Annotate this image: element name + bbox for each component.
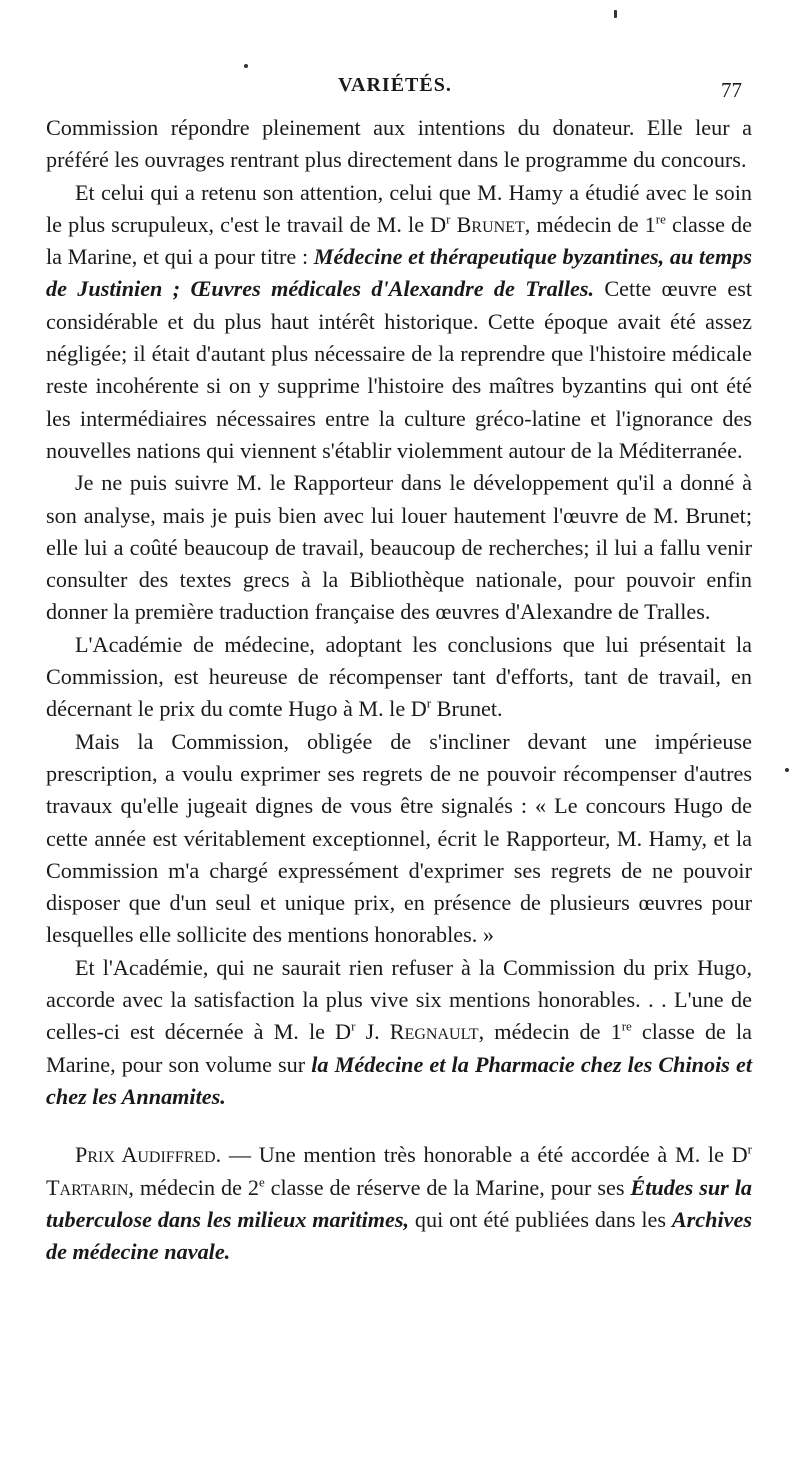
paragraph-text: , médecin de 2 <box>128 1174 259 1200</box>
paragraph-text: — Une mention très honorable a été accordée à M. le D <box>221 1142 748 1168</box>
work-title: Études sur la tuberculose dans les milieux maritimes, <box>46 1174 752 1232</box>
paragraph-text: classe de la Marine, pour son volume sur <box>46 1019 752 1077</box>
paragraph <box>46 952 752 1113</box>
author-name: Brunet <box>456 211 525 237</box>
page-header <box>0 74 800 108</box>
paragraph-text: L'Académie de médecine, adoptant les conclusions que lui présentait la Commission, est heureuse de récompenser tant d'efforts, tant de travail, en décernant le prix du comte Hugo à M. le D <box>46 631 752 722</box>
paragraph-text: qui ont été publiées dans les <box>409 1206 672 1232</box>
paragraph-text: Commission répondre pleinement aux intentions du donateur. Elle leur a préféré les ouvrages rentrant plus directement dans le programme du concours. <box>46 115 752 173</box>
paragraph <box>46 726 752 952</box>
work-title: la Médecine et la Pharmacie chez les Chinois et chez les Annamites. <box>46 1051 752 1109</box>
superscript: e <box>258 1174 265 1190</box>
paragraph-text: classe de la Marine, et qui a pour titre : <box>46 211 752 270</box>
print-speck <box>244 64 248 68</box>
paragraph-text: Et l'Académie, qui ne saurait rien refuser à la Commission du prix Hugo, accorde avec la satisfaction la plus vive six mentions honorables. . . L'une de celles-ci est décernée à M. le D <box>46 954 752 1045</box>
page-number: 77 <box>721 78 742 102</box>
running-title: VARIÉTÉS. <box>338 74 452 96</box>
print-speck <box>785 768 789 772</box>
superscript: r <box>446 211 451 227</box>
author-name: J. Regnault <box>365 1019 479 1045</box>
paragraph <box>46 467 752 628</box>
paragraph <box>46 112 752 177</box>
paragraph <box>46 629 752 726</box>
paragraph-text: , médecin de 1 <box>478 1019 622 1045</box>
work-title: Médecine et thérapeutique byzantines, au temps de Justinien ; Œuvres médicales d'Alexandre de Tralles. <box>46 244 753 302</box>
print-speck <box>614 10 617 18</box>
section-heading: Prix Audiffred. <box>75 1142 222 1168</box>
paragraph <box>46 1139 752 1268</box>
paragraph-text: Cette œuvre est considérable et du plus haut intérêt historique. Cette époque avait été assez négligée; il était d'autant plus nécessaire de la reprendre que l'histoire médicale reste incohérente si on y supprime l'histoire des maîtres byzantins qui ont été les intermédiaires nécessaires entre la culture gréco-latine et l'ignorance des nouvelles nations qui viennent s'établir violemment autour de la Méditerranée. <box>46 276 753 463</box>
body-text <box>46 112 752 1268</box>
journal-title: Archives de médecine navale. <box>46 1206 752 1265</box>
paragraph-text: Je ne puis suivre M. le Rapporteur dans le développement qu'il a donné à son analyse, mais je puis bien avec lui louer hautement l'œuvre de M. Brunet; elle lui a coûté beaucoup de travail, beaucoup de recherches; il lui a fallu venir consulter des textes grecs à la Bibliothèque nationale, pour pouvoir enfin donner la première traduction française des œuvres d'Alexandre de Tralles. <box>46 470 752 625</box>
superscript: r <box>351 1018 356 1034</box>
paragraph <box>46 177 752 468</box>
superscript: r <box>747 1141 752 1157</box>
paragraph-text: , médecin de 1 <box>524 211 656 237</box>
paragraph-text: Brunet. <box>431 696 503 722</box>
paragraph-text: Mais la Commission, obligée de s'incliner devant une impérieuse prescription, a voulu exprimer ses regrets de ne pouvoir récompenser d'autres travaux qu'elle jugeait dignes de vous être signalés : « Le concours Hugo de cette année est véritablement exceptionnel, écrit le Rapporteur, M. Hamy, et la Commission m'a chargé expressément d'exprimer ses regrets de ne pouvoir disposer que d'un seul et unique prix, en présence de plusieurs œuvres pour lesquelles elle sollicite des mentions honorables. » <box>46 728 752 948</box>
author-name: Tartarin <box>46 1174 129 1200</box>
superscript: re <box>655 211 666 227</box>
paragraph-text: Et celui qui a retenu son attention, celui que M. Hamy a étudié avec le soin le plus scrupuleux, c'est le travail de M. le D <box>46 179 752 237</box>
paragraph-text: classe de réserve de la Marine, pour ses <box>264 1174 631 1200</box>
superscript: re <box>621 1018 632 1034</box>
superscript: r <box>426 695 432 711</box>
